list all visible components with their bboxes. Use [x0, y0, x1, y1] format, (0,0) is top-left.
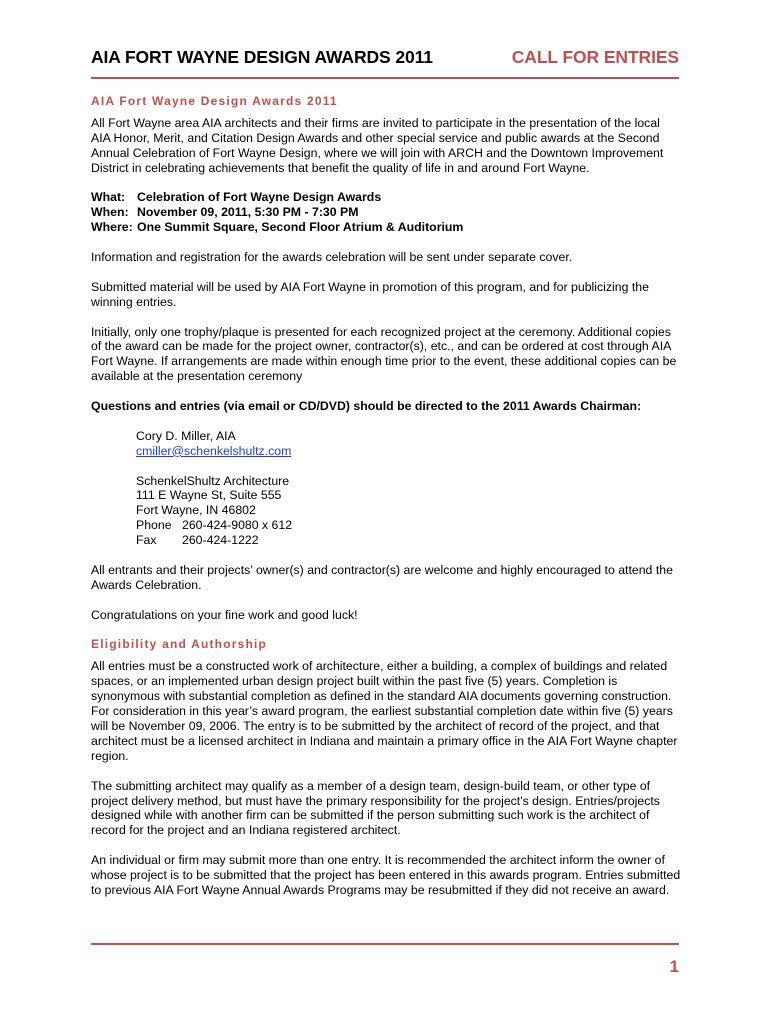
header-call-for-entries: CALL FOR ENTRIES [511, 47, 679, 67]
trophy-paragraph: Initially, only one trophy/plaque is presented for each recognized project at the ceremony. Additional copies of the award can be made for the project owner, contractor(s), etc., and can be ordered at cost through AIA Fort Wayne. If arrangements are made within enough time prior to the event, these additional copies can be available at the presentation ceremony [91, 324, 677, 384]
contact-block [136, 429, 681, 548]
questions-paragraph: Questions and entries (via email or CD/DVD) should be directed to the 2011 Awards Chairman: [91, 399, 642, 414]
event-what [91, 190, 681, 205]
fax-value: 260-424-1222 [182, 533, 259, 548]
submitted-material-paragraph: Submitted material will be used by AIA Fort Wayne in promotion of this program, and for publicizing the winning entries. [91, 279, 649, 309]
when-label: When: [91, 205, 129, 220]
phone-label: Phone [136, 518, 172, 533]
event-where [91, 220, 681, 235]
what-value: Celebration of Fort Wayne Design Awards [137, 190, 382, 205]
contact-phone [136, 518, 681, 533]
contact-address-1: 111 E Wayne St, Suite 555 [136, 488, 282, 503]
contact-address-2: Fort Wayne, IN 46802 [136, 503, 256, 518]
where-value: One Summit Square, Second Floor Atrium & Auditorium [137, 220, 464, 235]
eligibility-paragraph-2: The submitting architect may qualify as a member of a design team, design-build team, or other type of project delivery method, but must have the primary responsibility for the project's design. Entries/projects designed while with another firm can be submitted if the person submitting such work is the architect of record for the project and an Indiana registered architect. [91, 778, 660, 838]
contact-name: Cory D. Miller, AIA [136, 428, 236, 443]
event-when [91, 205, 681, 220]
registration-paragraph: Information and registration for the awards celebration will be sent under separate cover. [91, 250, 573, 265]
eligibility-paragraph-3: An individual or firm may submit more than one entry. It is recommended the architect inform the owner of whose project is to be submitted that the project has been entered in this awards program. Entries submitted to previous AIA Fort Wayne Annual Awards Programs may be resubmitted if they did not receive an award. [91, 853, 681, 897]
section-heading-eligibility: Eligibility and Authorship [91, 637, 268, 652]
header-title: AIA FORT WAYNE DESIGN AWARDS 2011 [91, 47, 433, 67]
congrats-paragraph: Congratulations on your fine work and good luck! [91, 607, 358, 622]
entrants-paragraph: All entrants and their projects’ owner(s) and contractor(s) are welcome and highly encouraged to attend the Awards Celebration. [91, 562, 673, 592]
phone-value: 260-424-9080 x 612 [182, 518, 293, 533]
contact-email-link[interactable]: cmiller@schenkelshultz.com [136, 443, 292, 458]
event-details [91, 190, 681, 235]
section-heading-awards: AIA Fort Wayne Design Awards 2011 [91, 94, 338, 108]
header-divider [91, 77, 679, 79]
when-value: November 09, 2011, 5:30 PM - 7:30 PM [137, 205, 359, 220]
intro-paragraph: All Fort Wayne area AIA architects and their firms are invited to participate in the presentation of the local AIA Honor, Merit, and Citation Design Awards and other special service and public awards at the Second Annual Celebration of Fort Wayne Design, where we will join with ARCH and the Downtown Improvement District in celebrating achievements that benefit the quality of life in and around Fort Wayne. [91, 115, 664, 175]
eligibility-paragraph-1: All entries must be a constructed work of architecture, either a building, a complex of buildings and related spaces, or an implemented urban design project built within the past five (5) years. Completion is synonymous with substantial completion as defined in the standard AIA documents governing construction. For consideration in this year’s award program, the earliest substantial completion date within five (5) years will be November 09, 2006. The entry is to be submitted by the architect of record of the project, and that architect must be a licensed architect in Indiana and maintain a primary office in the AIA Fort Wayne chapter region. [91, 659, 678, 763]
contact-firm: SchenkelShultz Architecture [136, 473, 290, 488]
page-number: 1 [669, 957, 679, 976]
contact-fax [136, 533, 681, 548]
page-header [91, 47, 679, 71]
what-label: What: [91, 190, 126, 205]
document-body [91, 94, 681, 913]
where-label: Where: [91, 220, 133, 235]
footer-divider [91, 943, 679, 945]
fax-label: Fax [136, 533, 157, 548]
